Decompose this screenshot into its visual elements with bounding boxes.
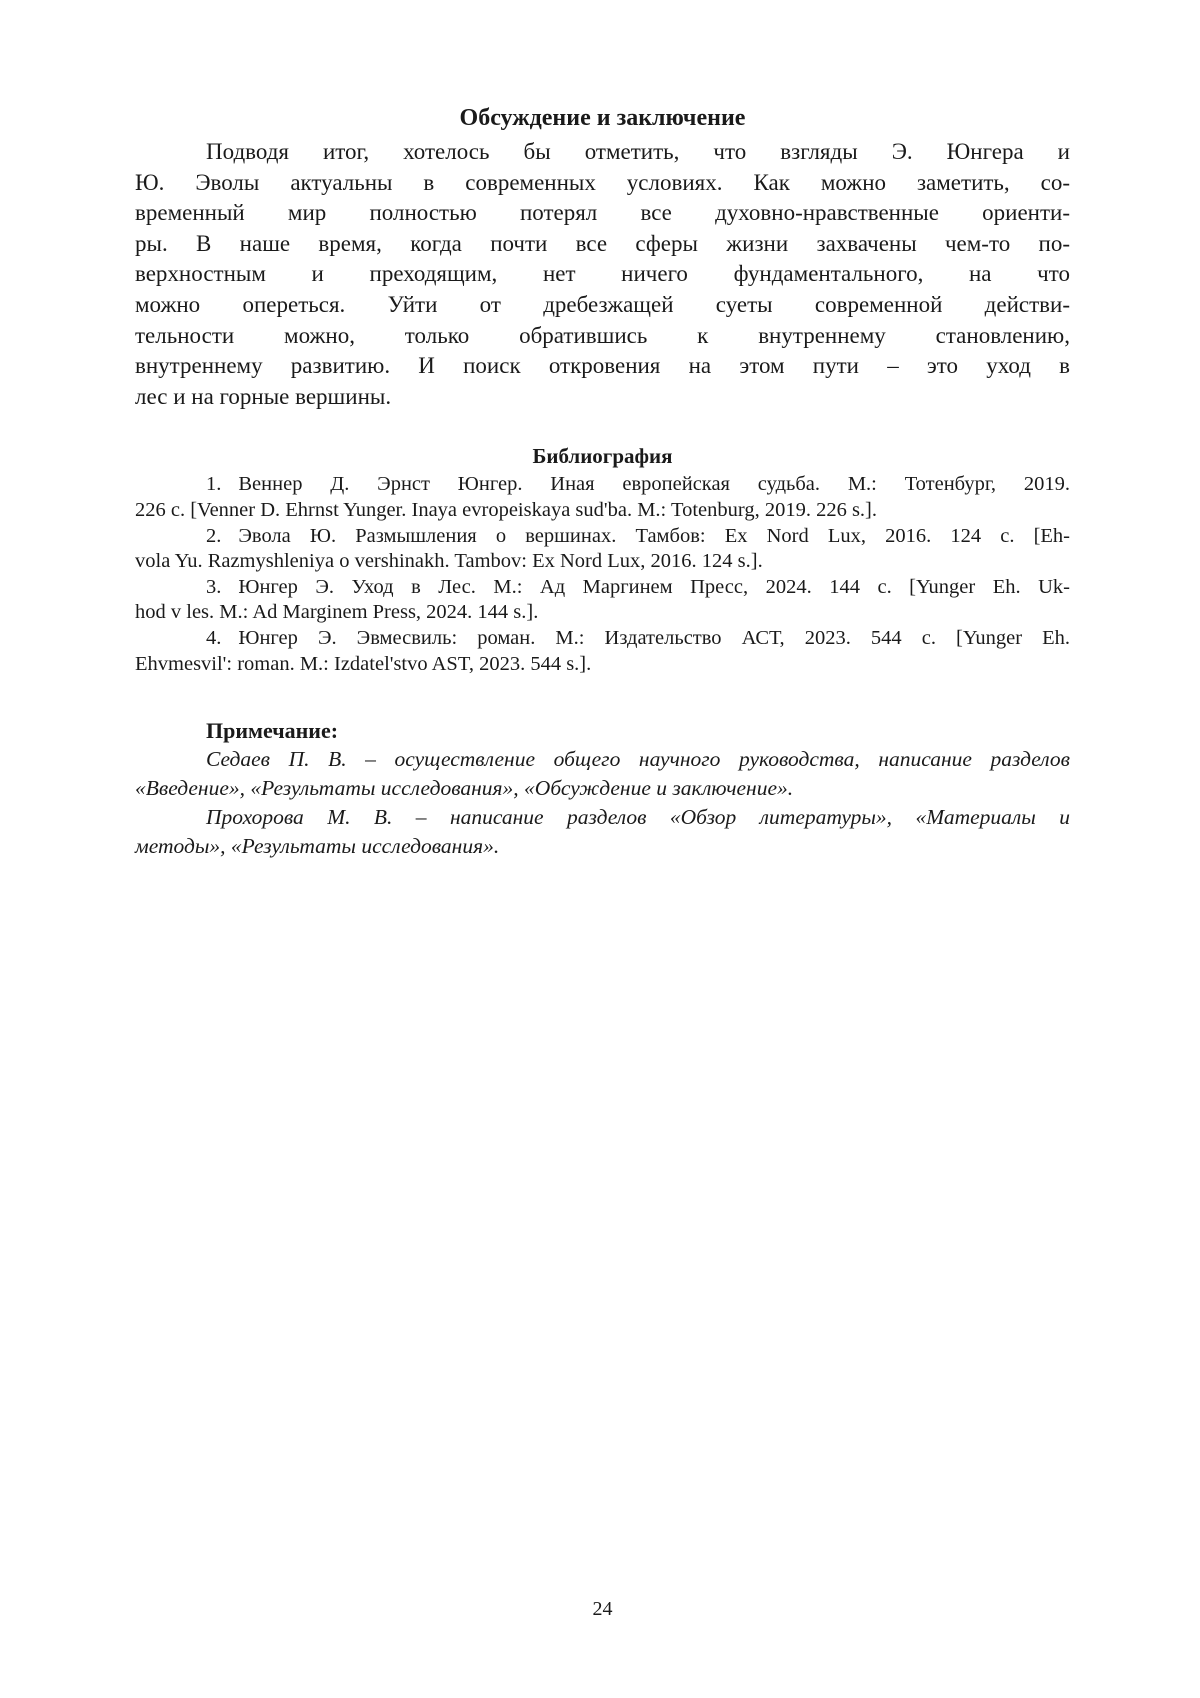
item-number: 4. (206, 626, 222, 649)
bibliography-item-line (135, 575, 1070, 601)
item-number: 1. (206, 473, 222, 496)
paragraph-line: можно опереться. Уйти от дребезжащей суеты современной действи- (135, 291, 1070, 317)
bibliography-item-line (135, 626, 1070, 652)
item-text: Эвола Ю. Размышления о вершинах. Тамбов: Ex Nord Lux, 2016. 124 с. [Eh- (238, 524, 1070, 547)
note-line: Прохорова М. В. – написание разделов «Обзор литературы», «Материалы и (206, 805, 1070, 830)
note-title: Примечание: (206, 718, 339, 744)
paragraph-line: внутреннему развитию. И поиск откровения на этом пути – это уход в (135, 353, 1070, 379)
item-text: Юнгер Э. Эвмесвиль: роман. М.: Издательство АСТ, 2023. 544 с. [Yunger Eh. (238, 626, 1070, 649)
discussion-paragraph (135, 137, 1070, 412)
note-line: методы», «Результаты исследования». (135, 834, 500, 859)
note-entry (135, 745, 1070, 803)
paragraph-line: Ю. Эволы актуальны в современных условиях. Как можно заметить, со- (135, 169, 1070, 195)
bibliography-item-line (135, 472, 1070, 498)
bibliography-item (135, 575, 1070, 626)
item-text: Веннер Д. Эрнст Юнгер. Иная европейская судьба. М.: Тотенбург, 2019. (238, 473, 1070, 496)
item-number: 2. (206, 524, 222, 547)
bibliography-item-line (135, 524, 1070, 550)
item-number: 3. (206, 575, 222, 598)
bibliography-item-line: Ehvmesvil': roman. M.: Izdatel'stvo AST, 2023. 544 s.]. (135, 652, 592, 675)
paragraph-line: ры. В наше время, когда почти все сферы жизни захвачены чем-то по- (135, 230, 1070, 256)
paragraph-line: лес и на горные вершины. (135, 383, 392, 409)
paragraph-line: Подводя итог, хотелось бы отметить, что взгляды Э. Юнгера и (206, 139, 1070, 164)
bibliography-item-line: 226 с. [Venner D. Ehrnst Yunger. Inaya evropeiskaya sud'ba. M.: Totenburg, 2019. 226 s.]. (135, 498, 878, 521)
item-text: Юнгер Э. Уход в Лес. М.: Ад Маргинем Пресс, 2024. 144 с. [Yunger Eh. Uk- (238, 575, 1070, 598)
page-footer (135, 1596, 1070, 1622)
bibliography-item (135, 524, 1070, 575)
note-line: Седаев П. В. – осуществление общего научного руководства, написание разделов (206, 747, 1070, 772)
note-line: «Введение», «Результаты исследования», «Обсуждение и заключение». (135, 776, 794, 801)
page-number: 24 (592, 1598, 613, 1620)
bibliography-item (135, 472, 1070, 523)
page-content (135, 103, 1070, 861)
note-section (135, 745, 1070, 861)
note-entry (135, 803, 1070, 861)
paragraph-line: тельности можно, только обратившись к внутреннему становлению, (135, 322, 1070, 348)
bibliography-list (135, 472, 1070, 677)
paragraph-line: верхностным и преходящим, нет ничего фундаментального, на что (135, 261, 1070, 287)
bibliography-item-line: hod v les. M.: Ad Marginem Press, 2024. 144 s.]. (135, 601, 539, 624)
paragraph-line: временный мир полностью потерял все духовно-нравственные ориенти- (135, 200, 1070, 226)
section-title: Обсуждение и заключение (459, 105, 746, 131)
bibliography-item (135, 626, 1070, 677)
bibliography-title: Библиография (532, 444, 673, 469)
bibliography-item-line: vola Yu. Razmyshleniya o vershinakh. Tambov: Ex Nord Lux, 2016. 124 s.]. (135, 550, 763, 573)
